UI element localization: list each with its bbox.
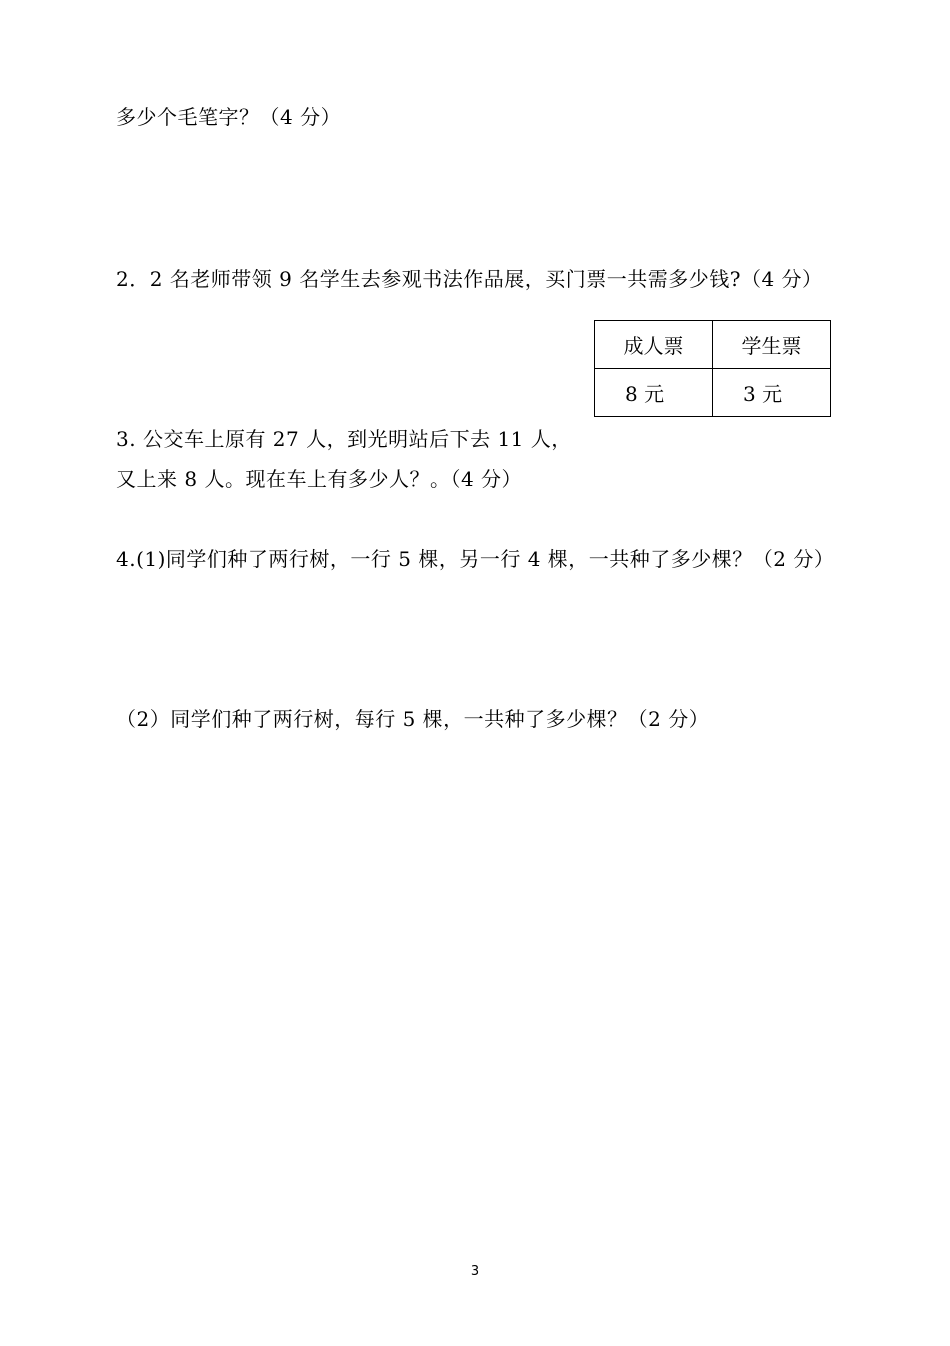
adult-ticket-price: 8 元 (595, 369, 713, 417)
question-3-line-1: 3. 公交车上原有 27 人，到光明站后下去 11 人， (116, 427, 572, 451)
question-1-continuation: 多少个毛笔字？（4 分） (116, 105, 342, 129)
question-2-text: 2．2 名老师带领 9 名学生去参观书法作品展，买门票一共需多少钱?（4 分） (116, 267, 823, 291)
question-4-part-1: 4.(1)同学们种了两行树，一行 5 棵，另一行 4 棵，一共种了多少棵？（2 分） (116, 547, 835, 571)
header-adult-ticket: 成人票 (595, 321, 713, 369)
page-number: 3 (470, 1264, 480, 1279)
table-row (595, 369, 831, 417)
table-header-row (595, 321, 831, 369)
student-ticket-price: 3 元 (713, 369, 831, 417)
question-4-part-2: （2）同学们种了两行树，每行 5 棵，一共种了多少棵？（2 分） (116, 707, 710, 731)
ticket-price-table (594, 320, 831, 417)
header-student-ticket: 学生票 (713, 321, 831, 369)
question-3-line-2: 又上来 8 人。现在车上有多少人？。（4 分） (116, 467, 523, 491)
